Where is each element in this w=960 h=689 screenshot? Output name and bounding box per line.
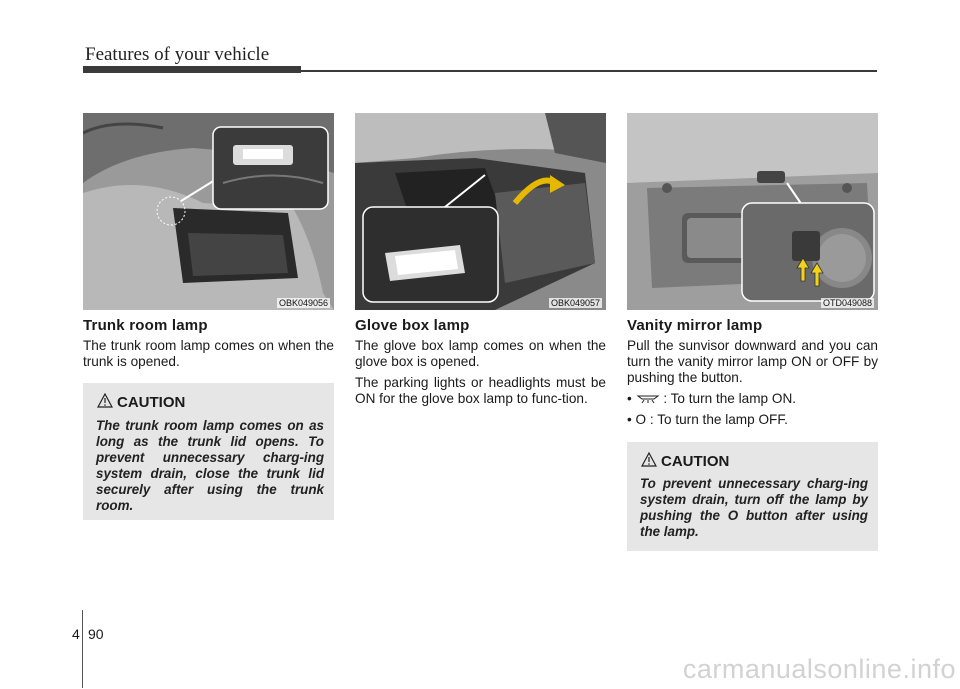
glove-box-photo — [355, 113, 606, 310]
warning-triangle-icon — [97, 393, 113, 408]
image-code: OBK049056 — [278, 298, 328, 308]
bullet-lamp-on: • : To turn the lamp ON. — [627, 391, 797, 406]
section-number: 4 — [72, 626, 80, 642]
section-paragraph: The glove box lamp comes on when the glove box is opened. — [355, 338, 606, 369]
section-glove-box-lamp — [355, 113, 606, 412]
lamp-on-icon — [636, 394, 660, 404]
footer-divider — [82, 610, 83, 688]
caution-text: To prevent unnecessary charg-ing system drain, turn off the lamp by pushing the O button after using the lamp. — [640, 476, 868, 539]
section-paragraph: The trunk room lamp comes on when the trunk is opened. — [83, 338, 334, 369]
section-paragraph: The parking lights or headlights must be ON for the glove box lamp to func-tion. — [355, 375, 606, 406]
header-rule — [301, 70, 877, 72]
warning-triangle-icon — [641, 452, 657, 467]
bullet-text: O : To turn the lamp OFF. — [635, 412, 788, 427]
caution-title: CAUTION — [661, 453, 730, 470]
bullet-lamp-off: • O : To turn the lamp OFF. — [627, 412, 788, 427]
bullet-text: : To turn the lamp ON. — [663, 391, 797, 406]
image-code: OBK049057 — [550, 298, 600, 308]
page-header-title: Features of your vehicle — [85, 44, 270, 65]
caution-box-trunk — [83, 383, 334, 520]
section-trunk-room-lamp — [83, 113, 334, 375]
page-number: 90 — [88, 626, 104, 642]
caution-text: The trunk room lamp comes on as long as the trunk lid opens. To prevent unnecessary charg-ing system drain, close the trunk lid securely after using the trunk room. — [96, 418, 324, 513]
caution-box-vanity — [627, 442, 878, 551]
section-title: Vanity mirror lamp — [627, 317, 763, 334]
section-title: Trunk room lamp — [83, 317, 208, 334]
vanity-mirror-photo — [627, 113, 878, 310]
trunk-lamp-photo — [83, 113, 334, 310]
watermark: carmanualsonline.info — [682, 654, 956, 684]
section-title: Glove box lamp — [355, 317, 470, 334]
section-paragraph: Pull the sunvisor downward and you can turn the vanity mirror lamp ON or OFF by pushing the button. — [627, 338, 878, 385]
section-vanity-mirror-lamp — [627, 113, 878, 433]
image-code: OTD049088 — [822, 298, 872, 308]
caution-title: CAUTION — [117, 394, 186, 411]
header-bar — [83, 66, 301, 73]
